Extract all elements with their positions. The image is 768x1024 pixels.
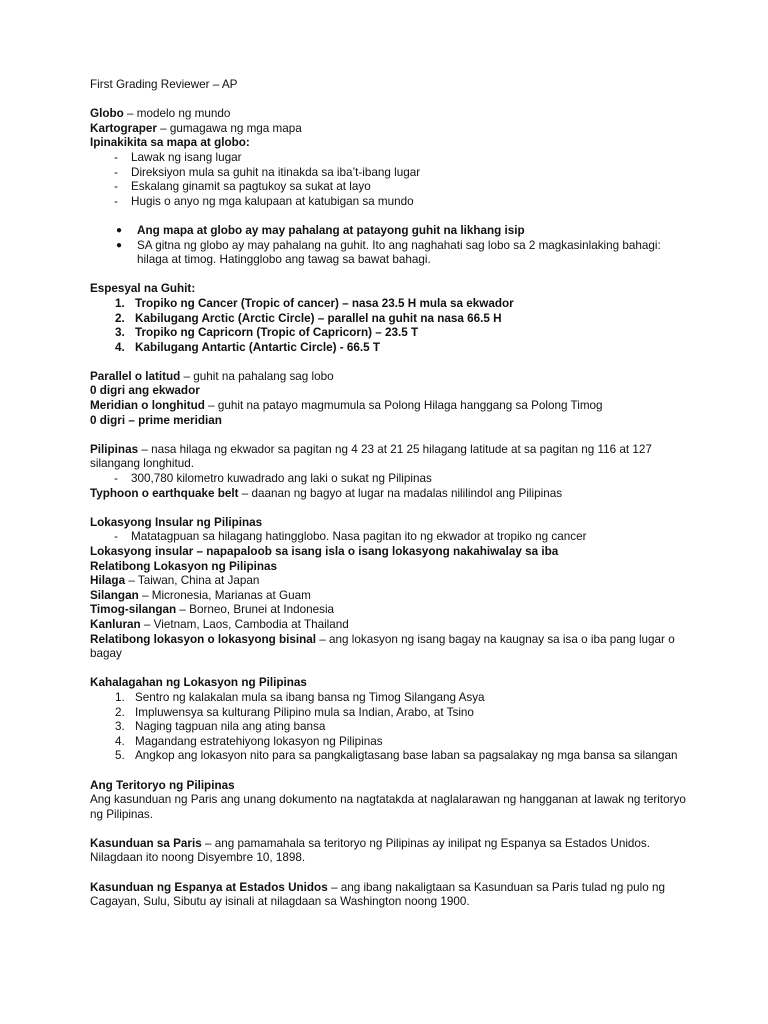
numbered-item: 2. Kabilugang Arctic (Arctic Circle) – parallel na guhit na nasa 66.5 H xyxy=(115,311,502,325)
pilipinas-definition: Pilipinas – nasa hilaga ng ekwador sa pagitan ng 4 23 at 21 25 hilagang latitude at sa pagitan ng 116 at 127 silangang longhitud. xyxy=(90,442,652,471)
meridian-definition: Meridian o longhitud – guhit na patayo magmumula sa Polong Hilaga hanggang sa Polong Timog xyxy=(90,399,603,413)
number-marker: 1. xyxy=(115,690,125,704)
numbered-item: 3. Tropiko ng Capricorn (Tropic of Capricorn) – 23.5 T xyxy=(115,326,419,340)
relatibong-definition: Relatibong lokasyon o lokasyong bisinal – ang lokasyon ng isang bagay na kaugnay sa isa o iba pang lugar o bagay xyxy=(90,632,675,661)
dash-marker: - xyxy=(114,150,118,164)
lokasyon-insular-definition: Lokasyong insular – napapaloob sa isang isla o isang lokasyong nakahiwalay sa iba xyxy=(90,545,559,558)
document-body xyxy=(90,78,690,910)
espesyal-heading: Espesyal na Guhit: xyxy=(90,282,196,296)
term-definition: – gumagawa ng mga mapa xyxy=(156,121,302,135)
relatibong-item: Hilaga – Taiwan, China at Japan xyxy=(90,574,260,588)
numbered-item: 1. Sentro ng kalakalan mula sa ibang bansa ng Timog Silangang Asya xyxy=(115,690,485,704)
dash-marker: - xyxy=(114,530,118,544)
ipinakikita-heading: Ipinakikita sa mapa at globo: xyxy=(90,136,250,150)
list-item: - Direksiyon mula sa guhit na itinakda sa iba’t-ibang lugar xyxy=(114,165,421,179)
numbered-item: 1. Tropiko ng Cancer (Tropic of cancer) – nasa 23.5 H mula sa ekwador xyxy=(115,296,514,310)
list-item: - Matatagpuan sa hilagang hatingglobo. Nasa pagitan ito ng ekwador at tropiko ng cancer xyxy=(114,530,587,544)
number-marker: 1. xyxy=(115,296,125,310)
lokasyon-insular-heading: Lokasyong Insular ng Pilipinas xyxy=(90,515,263,529)
typhoon-definition: Typhoon o earthquake belt – daanan ng bagyo at lugar na madalas nililindol ang Pilipinas xyxy=(90,486,563,500)
meridian-zero: 0 digri – prime meridian xyxy=(90,413,222,427)
list-item: - Lawak ng isang lugar xyxy=(114,150,242,164)
numbered-item: 4. Magandang estratehiyong lokasyon ng Pilipinas xyxy=(115,734,383,748)
number-marker: 2. xyxy=(115,311,125,325)
numbered-item: 2. Impluwensya sa kulturang Pilipino mula sa Indian, Arabo, at Tsino xyxy=(115,705,474,719)
bullet-icon: ● xyxy=(116,239,123,251)
dash-marker: - xyxy=(114,194,118,208)
dash-marker: - xyxy=(114,165,118,179)
term-label: Globo xyxy=(90,107,124,121)
list-item: - 300,780 kilometro kuwadrado ang laki o sukat ng Pilipinas xyxy=(114,472,432,486)
term-kartograper xyxy=(90,122,690,137)
dash-marker: - xyxy=(114,180,118,194)
kahalagahan-heading: Kahalagahan ng Lokasyon ng Pilipinas xyxy=(90,676,307,690)
numbered-item: 4. Kabilugang Antartic (Antartic Circle) - 66.5 T xyxy=(115,340,381,354)
numbered-item: 5. Angkop ang lokasyon nito para sa pangkaligtasang base laban sa pagsalakay ng mga bansa sa silangan xyxy=(115,749,678,763)
dash-marker: - xyxy=(114,472,118,486)
number-marker: 2. xyxy=(115,705,125,719)
relatibong-item: Timog-silangan – Borneo, Brunei at Indonesia xyxy=(90,603,335,617)
list-item: - Eskalang ginamit sa pagtukoy sa sukat at layo xyxy=(114,180,371,194)
espanya-paragraph: Kasunduan ng Espanya at Estados Unidos – ang ibang nakaligtaan sa Kasunduan sa Paris tulad ng pulo ng Cagayan, Sulu, Sibutu ay isinali at nilagdaan sa Washington noong 1900. xyxy=(90,880,665,909)
term-label: Kartograper xyxy=(90,121,157,135)
paris-paragraph: Kasunduan sa Paris – ang pamamahala sa teritoryo ng Pilipinas ay inilipat ng Espanya sa Estados Unidos. Nilagdaan ito noong Disyembre 10, 1898. xyxy=(90,836,651,865)
number-marker: 4. xyxy=(115,340,125,354)
numbered-item: 3. Naging tagpuan nila ang ating bansa xyxy=(115,720,326,734)
bullet-item: ● Ang mapa at globo ay may pahalang at patayong guhit na likhang isip xyxy=(116,223,525,237)
number-marker: 3. xyxy=(115,326,125,340)
document-title: First Grading Reviewer – AP xyxy=(90,78,238,91)
relatibong-item: Kanluran – Vietnam, Laos, Cambodia at Thailand xyxy=(90,617,349,631)
relatibong-item: Silangan – Micronesia, Marianas at Guam xyxy=(90,588,311,602)
bullet-item: ● SA gitna ng globo ay may pahalang na guhit. Ito ang naghahati sag lobo sa 2 magkasinlaking bahagi: hilaga at timog. Hatingglobo ang tawag sa bawat bahagi. xyxy=(116,238,661,267)
parallel-definition: Parallel o latitud – guhit na pahalang sag lobo xyxy=(90,369,334,383)
term-definition: – modelo ng mundo xyxy=(123,107,231,121)
teritoryo-paragraph: Ang kasunduan ng Paris ang unang dokumento na nagtatakda at naglalarawan ng hangganan at lawak ng teritoryo ng Pilipinas. xyxy=(90,793,686,821)
term-globo xyxy=(90,107,690,122)
number-marker: 4. xyxy=(115,734,125,748)
parallel-zero: 0 digri ang ekwador xyxy=(90,384,200,398)
teritoryo-heading: Ang Teritoryo ng Pilipinas xyxy=(90,778,235,792)
bullet-icon: ● xyxy=(116,224,123,236)
relatibong-heading: Relatibong Lokasyon ng Pilipinas xyxy=(90,559,278,573)
list-item: - Hugis o anyo ng mga kalupaan at katubigan sa mundo xyxy=(114,194,414,208)
number-marker: 5. xyxy=(115,749,125,763)
number-marker: 3. xyxy=(115,720,125,734)
